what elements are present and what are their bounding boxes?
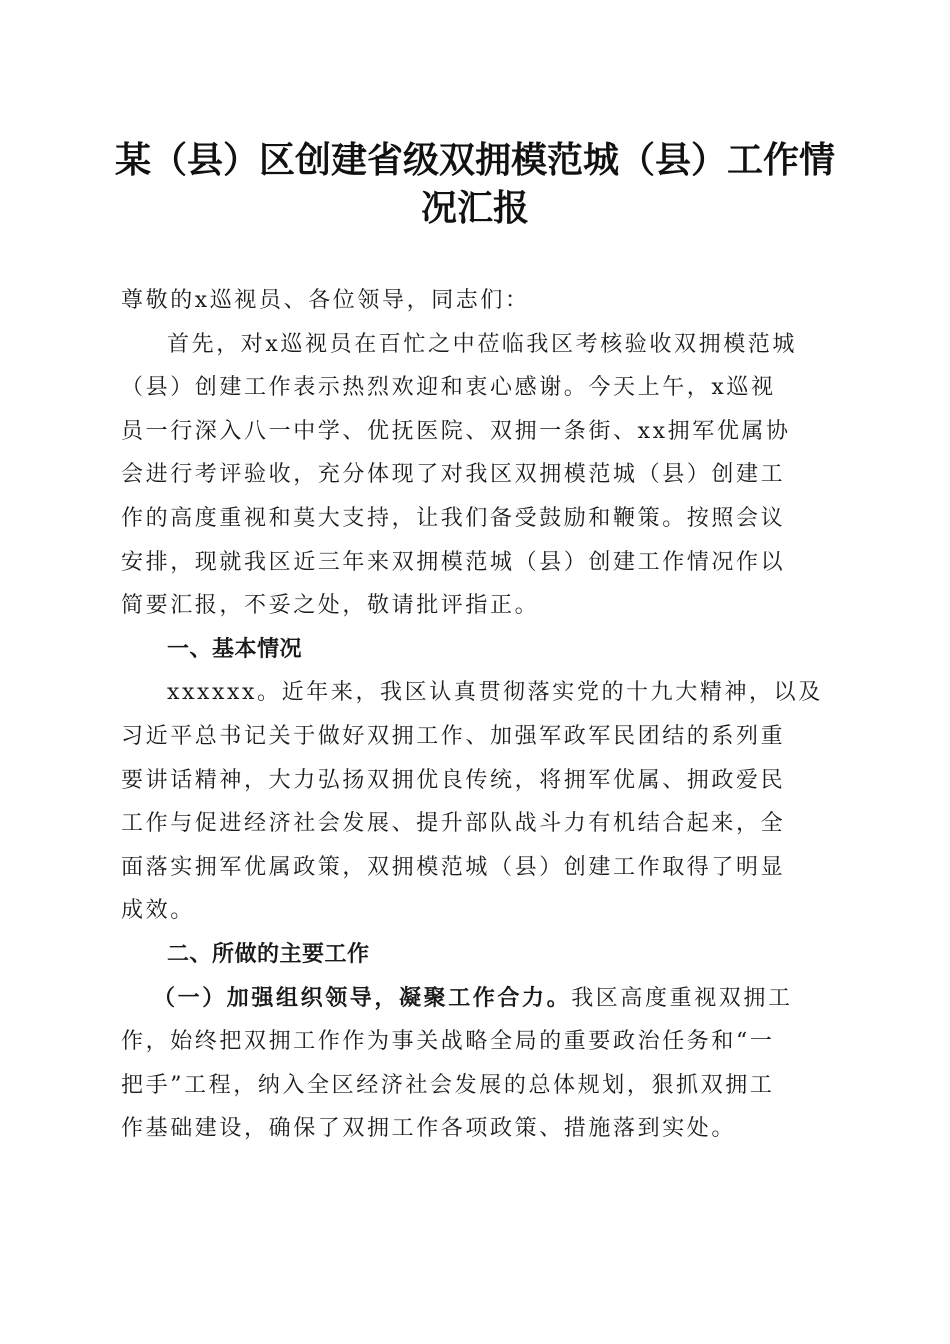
section-1-line: 要讲话精神，大力弘扬双拥优良传统，将拥军优属、拥政爱民 [121, 767, 786, 793]
intro-line: 简要汇报，不妥之处，敬请批评指正。 [121, 593, 540, 619]
section-1-line: xxxxxx。近年来，我区认真贯彻落实党的十九大精神，以及 [167, 680, 823, 706]
title-line-2: 况汇报 [420, 187, 529, 229]
sub-1-first-line-rest: 我区高度重视双拥工 [571, 985, 793, 1011]
greeting: 尊敬的x巡视员、各位领导，同志们： [121, 288, 530, 313]
intro-line: 安排，现就我区近三年来双拥模范城（县）创建工作情况作以 [121, 549, 786, 575]
section-1-heading: 一、基本情况 [167, 636, 303, 662]
intro-line: （县）创建工作表示热烈欢迎和衷心感谢。今天上午，x巡视 [121, 375, 776, 401]
sub-1-line: 作基础建设，确保了双拥工作各项政策、措施落到实处。 [121, 1116, 737, 1142]
title-line-1: 某（县）区创建省级双拥模范城（县）工作情 [114, 139, 835, 181]
section-1-line: 成效。 [121, 898, 195, 924]
section-2-sub-1-paragraph [121, 977, 831, 1151]
intro-line: 会进行考评验收，充分体现了对我区双拥模范城（县）创建工 [121, 462, 786, 488]
sub-1-first-line [121, 977, 831, 1021]
document-title [110, 136, 840, 232]
section-1-line: 习近平总书记关于做好双拥工作、加强军政军民团结的系列重 [121, 723, 786, 749]
section-1-paragraph [121, 671, 831, 933]
sub-1-line: 把手”工程，纳入全区经济社会发展的总体规划，狠抓双拥工 [121, 1072, 775, 1098]
section-1-line: 面落实拥军优属政策，双拥模范城（县）创建工作取得了明显 [121, 854, 786, 880]
sub-1-lead: （一）加强组织领导，凝聚工作合力。 [153, 984, 572, 1011]
intro-line: 首先，对x巡视员在百忙之中莅临我区考核验收双拥模范城 [167, 331, 798, 357]
document-body [121, 279, 831, 1151]
section-1-line: 工作与促进经济社会发展、提升部队战斗力有机结合起来，全 [121, 811, 786, 837]
section-2-heading: 二、所做的主要工作 [167, 941, 370, 967]
intro-line: 作的高度重视和莫大支持，让我们备受鼓励和鞭策。按照会议 [121, 505, 786, 531]
intro-line: 员一行深入八一中学、优抚医院、双拥一条街、xx拥军优属协 [121, 418, 791, 444]
sub-1-line: 作，始终把双拥工作作为事关战略全局的重要政治任务和“一 [121, 1029, 775, 1055]
intro-paragraph [121, 323, 831, 628]
